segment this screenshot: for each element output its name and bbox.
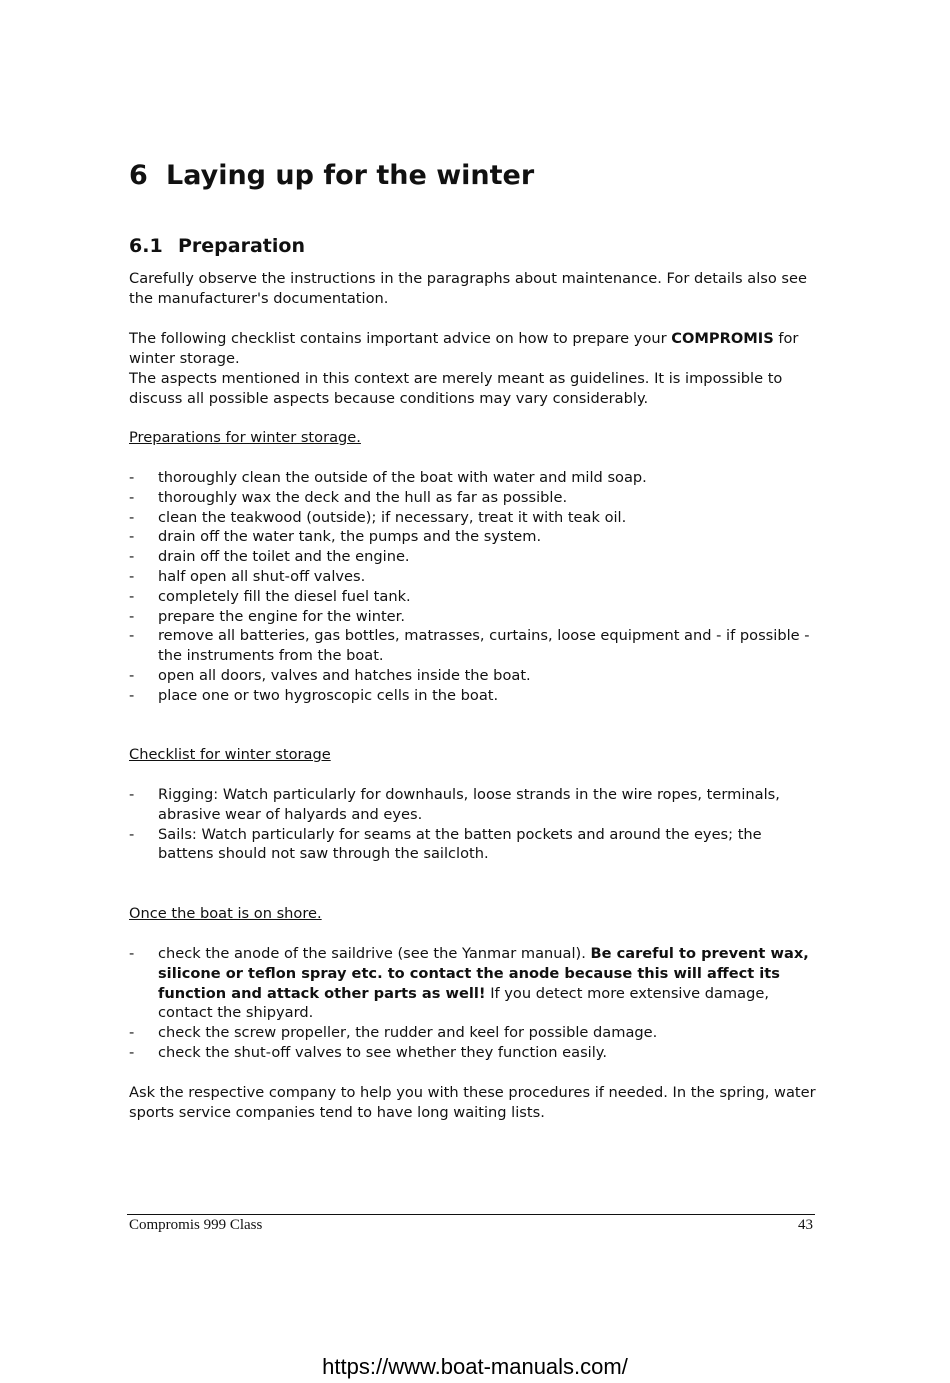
list-dash: - bbox=[129, 488, 135, 506]
list-item: - prepare the engine for the winter. bbox=[129, 607, 405, 625]
list-dash: - bbox=[129, 786, 135, 803]
list-item: - check the anode of the saildrive (see the Yanmar manual). Be careful to prevent wax, silicone or teflon spray etc. to contact the anode because this will affect its function and attack other parts as well! If you detect more extensive damage, contact the shipyard. bbox=[129, 945, 809, 1022]
list-item: - thoroughly clean the outside of the boat with water and mild soap. bbox=[129, 469, 647, 486]
list-dash: - bbox=[129, 469, 135, 486]
list-item: - Rigging: Watch particularly for downhauls, loose strands in the wire ropes, terminals, abrasive wear of halyards and eyes. bbox=[129, 786, 780, 823]
checklist-intro-before: The following checklist contains important advice on how to prepare your bbox=[129, 330, 672, 347]
section-heading bbox=[129, 235, 305, 257]
list-dash: - bbox=[129, 825, 135, 843]
list-item: - drain off the water tank, the pumps and the system. bbox=[129, 528, 542, 546]
chapter-heading bbox=[129, 160, 534, 191]
page-number: 43 bbox=[798, 1217, 813, 1233]
section-number: 6.1 bbox=[129, 235, 163, 257]
check-list bbox=[129, 785, 819, 864]
footer-divider bbox=[127, 1214, 815, 1215]
list-item: - remove all batteries, gas bottles, matrasses, curtains, loose equipment and - if possible - the instruments from the boat. bbox=[129, 627, 810, 665]
list-dash: - bbox=[129, 686, 135, 704]
guidelines-paragraph: The aspects mentioned in this context are merely meant as guidelines. It is impossible to discuss all possible aspects because conditions may vary considerably. bbox=[129, 370, 783, 407]
list-item: - open all doors, valves and hatches inside the boat. bbox=[129, 666, 531, 684]
chapter-title: Laying up for the winter bbox=[166, 160, 535, 191]
footer-title: Compromis 999 Class bbox=[129, 1217, 263, 1233]
list-dash: - bbox=[129, 548, 135, 566]
list-dash: - bbox=[129, 945, 135, 962]
list-item: - check the screw propeller, the rudder and keel for possible damage. bbox=[129, 1024, 658, 1042]
list-item: - half open all shut-off valves. bbox=[129, 567, 366, 585]
check-heading: Checklist for winter storage bbox=[129, 746, 331, 763]
list-dash: - bbox=[129, 666, 135, 684]
section-title: Preparation bbox=[178, 235, 305, 257]
checklist-intro-paragraph bbox=[129, 329, 819, 369]
list-item: - drain off the toilet and the engine. bbox=[129, 548, 410, 566]
checklist-intro-after: for winter storage. bbox=[129, 330, 799, 367]
list-dash: - bbox=[129, 1024, 135, 1042]
shore-list bbox=[129, 944, 819, 1063]
list-dash: - bbox=[129, 587, 135, 605]
list-dash: - bbox=[129, 607, 135, 625]
list-item: - Sails: Watch particularly for seams at the batten pockets and around the eyes; the battens should not saw through the sailcloth. bbox=[129, 825, 762, 863]
list-item: - place one or two hygroscopic cells in the boat. bbox=[129, 686, 499, 704]
list-item: - thoroughly wax the deck and the hull as far as possible. bbox=[129, 488, 568, 506]
prep-list bbox=[129, 468, 819, 706]
list-dash: - bbox=[129, 627, 135, 645]
list-item: - clean the teakwood (outside); if necessary, treat it with teak oil. bbox=[129, 508, 627, 526]
list-dash: - bbox=[129, 528, 135, 546]
prep-heading: Preparations for winter storage. bbox=[129, 429, 361, 446]
watermark-link[interactable]: https://www.boat-manuals.com/ bbox=[322, 1354, 628, 1379]
brand-name: COMPROMIS bbox=[671, 330, 774, 347]
list-item: - check the shut-off valves to see whether they function easily. bbox=[129, 1043, 607, 1061]
list-dash: - bbox=[129, 1043, 135, 1061]
intro-paragraph: Carefully observe the instructions in the paragraphs about maintenance. For details also see the manufacturer's documentation. bbox=[129, 270, 807, 307]
list-dash: - bbox=[129, 567, 135, 585]
list-dash: - bbox=[129, 508, 135, 526]
list-item: - completely fill the diesel fuel tank. bbox=[129, 587, 411, 605]
shore-heading: Once the boat is on shore. bbox=[129, 905, 322, 922]
anode-warning: Be careful to prevent wax, silicone or teflon spray etc. to contact the anode because this will affect its function and attack other parts as well! bbox=[158, 945, 809, 1002]
chapter-number: 6 bbox=[129, 160, 148, 191]
closing-paragraph: Ask the respective company to help you with these procedures if needed. In the spring, water sports service companies tend to have long waiting lists. bbox=[129, 1084, 816, 1121]
